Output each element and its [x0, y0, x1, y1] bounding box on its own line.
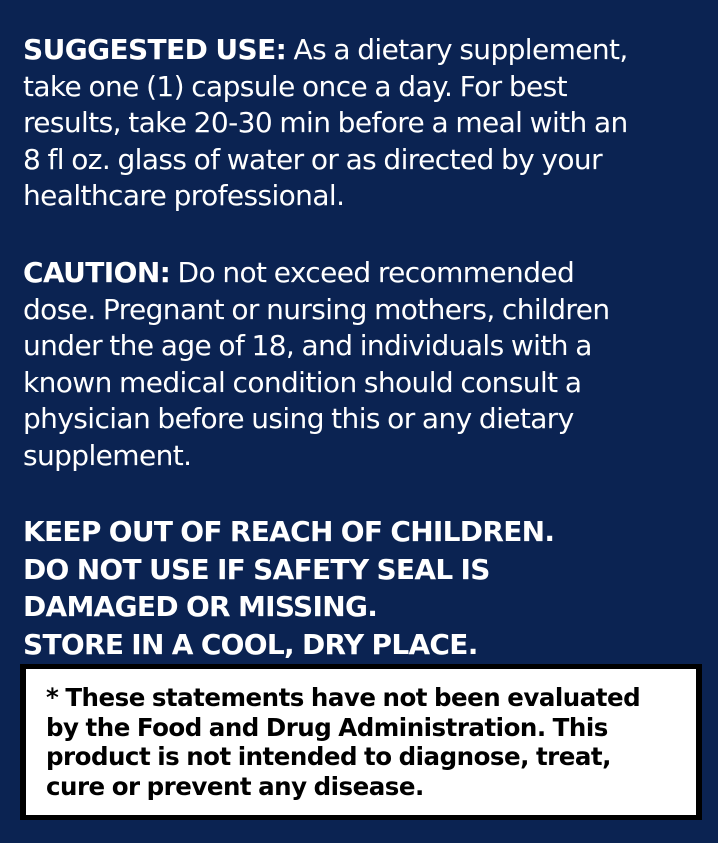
warning-storage: STORE IN A COOL, DRY PLACE.: [23, 627, 478, 661]
fda-disclaimer-box: [20, 664, 702, 820]
suggested-use-section: [23, 32, 693, 215]
caution-line-5: physician before using this or any dietary: [23, 402, 574, 436]
suggested-use-line-4: 8 fl oz. glass of water or as directed by your: [23, 142, 602, 176]
caution-line-4: known medical condition should consult a: [23, 365, 582, 399]
fda-disclaimer-text: [26, 669, 696, 815]
caution-line-1: Do not exceed recommended: [170, 256, 575, 289]
caution-line-6: supplement.: [23, 438, 192, 472]
suggested-use-line-1: As a dietary supplement,: [286, 33, 628, 66]
suggested-use-label: SUGGESTED USE:: [23, 33, 287, 66]
fda-line-2: by the Food and Drug Administration. This: [46, 712, 608, 742]
warning-safety-seal: DO NOT USE IF SAFETY SEAL IS: [23, 552, 490, 586]
warning-keep-out-of-reach: KEEP OUT OF REACH OF CHILDREN.: [23, 515, 555, 548]
caution-line-2: dose. Pregnant or nursing mothers, children: [23, 292, 610, 326]
caution-label: CAUTION:: [23, 256, 171, 289]
suggested-use-line-5: healthcare professional.: [23, 179, 345, 213]
suggested-use-line-2: take one (1) capsule once a day. For best: [23, 69, 567, 103]
warning-safety-seal-cont: DAMAGED OR MISSING.: [23, 590, 378, 623]
warnings-section: [23, 513, 713, 663]
suggested-use-line-3: results, take 20-30 min before a meal with an: [23, 106, 628, 140]
fda-line-4: cure or prevent any disease.: [46, 771, 424, 801]
caution-section: [23, 255, 693, 475]
fda-line-1: * These statements have not been evaluated: [46, 683, 641, 712]
caution-line-3: under the age of 18, and individuals with a: [23, 329, 592, 363]
fda-line-3: product is not intended to diagnose, treat,: [46, 742, 611, 771]
